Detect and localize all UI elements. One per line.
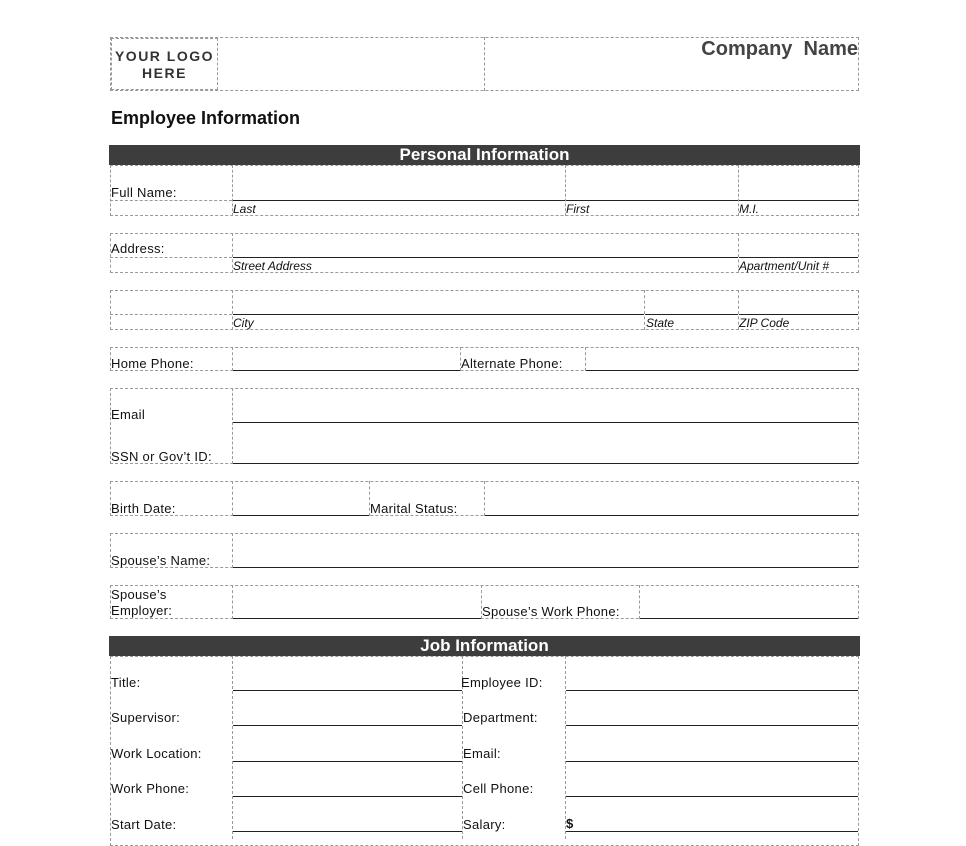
work-phone-field[interactable] [233, 763, 462, 797]
cell-phone-field[interactable] [566, 763, 858, 797]
city-caption: City [233, 316, 254, 330]
street-caption: Street Address [233, 259, 312, 273]
employee-id-label: Employee ID: [461, 675, 543, 690]
header-divider [484, 37, 485, 91]
address-label: Address: [111, 241, 165, 256]
logo-placeholder [111, 38, 218, 90]
zip-field[interactable] [739, 291, 858, 315]
job-info-header: Job Information [109, 636, 860, 656]
apartment-field[interactable] [739, 234, 858, 258]
zip-caption: ZIP Code [739, 316, 790, 330]
logo-text-line1: YOUR LOGO [114, 48, 215, 64]
first-caption: First [566, 202, 590, 216]
marital-status-field[interactable] [485, 482, 858, 516]
spouse-work-phone-label: Spouse’s Work Phone: [482, 604, 620, 619]
row-divider [110, 257, 232, 258]
full-name-label: Full Name: [111, 185, 177, 200]
row-divider [110, 314, 232, 315]
logo-text-line2: HERE [142, 65, 187, 81]
apt-caption: Apartment/Unit # [739, 259, 830, 273]
email-label: Email [111, 407, 146, 422]
personal-info-header: Personal Information [109, 145, 860, 165]
salary-label: Salary: [463, 817, 506, 832]
job-title-label: Title: [111, 675, 141, 690]
company-name: Company Name [701, 38, 858, 60]
city-field[interactable] [233, 291, 644, 315]
ssn-label: SSN or Gov’t ID: [111, 449, 212, 464]
state-field[interactable] [645, 291, 738, 315]
marital-status-label: Marital Status: [370, 501, 458, 516]
cell-phone-label: Cell Phone: [463, 781, 534, 796]
spouse-work-phone-field[interactable] [640, 586, 858, 619]
home-phone-field[interactable] [233, 348, 460, 371]
salary-field[interactable] [566, 798, 858, 832]
salary-currency: $ [566, 816, 574, 831]
street-address-field[interactable] [233, 234, 738, 258]
employee-id-field[interactable] [566, 657, 858, 691]
spouse-employer-label-line2: Employer: [111, 603, 173, 618]
work-location-field[interactable] [233, 727, 462, 762]
department-label: Department: [463, 710, 538, 725]
work-email-field[interactable] [566, 727, 858, 762]
alternate-phone-field[interactable] [586, 348, 858, 371]
last-caption: Last [233, 202, 256, 216]
state-caption: State [646, 316, 675, 330]
first-name-field[interactable] [566, 166, 738, 201]
row-divider [110, 200, 232, 201]
spouse-employer-field[interactable] [233, 586, 481, 619]
home-phone-label: Home Phone: [111, 356, 194, 371]
spouse-employer-label-line1: Spouse’s [111, 587, 167, 602]
alternate-phone-label: Alternate Phone: [461, 356, 563, 371]
spouse-name-label: Spouse’s Name: [111, 553, 211, 568]
birth-date-label: Birth Date: [111, 501, 176, 516]
start-date-label: Start Date: [111, 817, 177, 832]
form-title: Employee Information [111, 108, 301, 128]
ssn-field[interactable] [233, 424, 858, 464]
supervisor-label: Supervisor: [111, 710, 181, 725]
start-date-field[interactable] [233, 798, 462, 832]
department-field[interactable] [566, 692, 858, 726]
job-title-field[interactable] [233, 657, 462, 691]
spouse-name-field[interactable] [233, 534, 858, 568]
email-field[interactable] [233, 389, 858, 423]
work-phone-label: Work Phone: [111, 781, 190, 796]
mi-caption: M.I. [739, 202, 759, 216]
work-location-label: Work Location: [111, 746, 202, 761]
birth-date-field[interactable] [233, 482, 369, 516]
middle-initial-field[interactable] [739, 166, 858, 201]
work-email-label: Email: [463, 746, 501, 761]
last-name-field[interactable] [233, 166, 565, 201]
spouse-employer-label [111, 587, 172, 619]
supervisor-field[interactable] [233, 692, 462, 726]
